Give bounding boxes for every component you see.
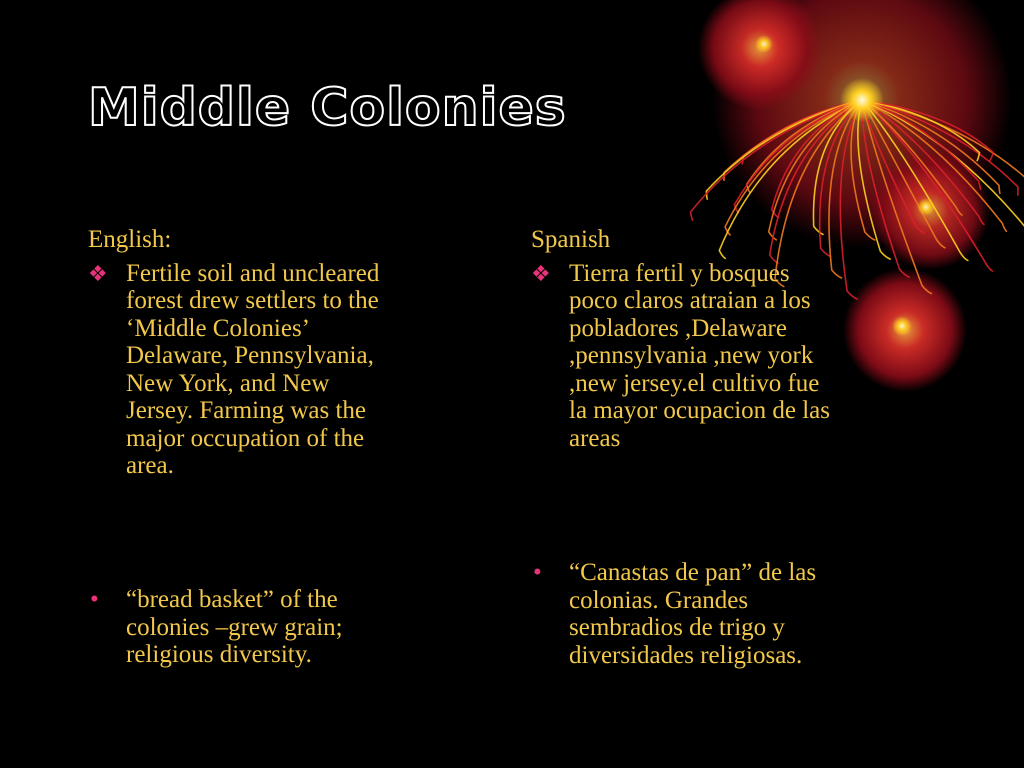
english-item-1-line: Delaware, Pennsylvania, [126,342,374,369]
spanish-item-1-line: ,new jersey.el cultivo fue [569,369,820,397]
firework-strand [862,100,1018,195]
spanish-item-2-line: colonias. Grandes [569,586,749,614]
english-item-1-line: forest drew settlers to the [126,287,379,314]
spanish-column [531,226,951,669]
firework-strand [862,100,981,189]
firework-glow [712,0,1012,248]
firework-strand [813,100,862,234]
english-item-2-line: religious diversity. [126,641,312,668]
firework-strand [862,100,924,233]
diamond-bullet-icon: ❖ [531,260,551,286]
spanish-item-2-line: “Canastas de pan” de las [569,559,817,586]
firework-strand [862,100,979,161]
dot-bullet-icon: • [533,559,542,586]
firework-glow [840,78,884,122]
firework-strand [862,100,1024,236]
english-item-1 [88,260,508,480]
spanish-item-1-line: pobladores ,Delaware [569,314,787,342]
english-heading: English: [88,226,172,253]
firework-glow [698,0,822,110]
english-column [88,226,508,668]
firework-strand [691,100,862,220]
firework-glow [917,198,935,216]
slide-title: Middle Colonies [88,78,567,138]
english-item-1-line: ‘Middle Colonies’ [126,314,311,342]
english-item-2 [88,586,343,669]
spanish-heading: Spanish [531,226,611,253]
spanish-item-1-line: la mayor ocupacion de las [569,397,831,424]
firework-strand [862,100,1000,193]
firework-strand [724,100,862,180]
firework-strand [706,100,862,199]
diamond-bullet-icon: ❖ [88,260,108,286]
spanish-item-2 [531,559,816,669]
english-item-1-line: Fertile soil and uncleared [126,259,380,287]
firework-strand [742,100,862,164]
firework-strand [862,100,984,224]
english-item-2-line: “bread basket” of the [126,586,338,613]
firework-strand [769,100,862,240]
firework-strand [725,100,862,235]
firework-strand [862,100,1024,195]
spanish-item-1 [531,260,951,453]
firework-strand [747,100,862,192]
english-item-1-line: New York, and New [126,369,330,397]
spanish-item-1-line: areas [569,424,621,452]
firework-strand [851,100,875,240]
spanish-item-2-line: sembradios de trigo y [569,614,785,641]
firework-strand [862,100,1006,231]
firework-strand [862,100,962,215]
english-item-1-line: area. [126,452,174,479]
english-item-1-line: major occupation of the [126,424,365,452]
spanish-item-1-line: poco claros atraian a los [569,287,811,314]
spanish-item-1-line: Tierra fertil y bosques [569,259,790,287]
firework-glow [755,35,773,53]
dot-bullet-icon: • [90,586,99,613]
spanish-item-2-line: diversidades religiosas. [569,641,803,669]
firework-strand [734,100,862,213]
firework-strand [772,100,862,217]
spanish-item-1-line: ,pennsylvania ,new york [569,342,814,369]
english-item-2-line: colonies –grew grain; [126,613,343,641]
english-item-1-line: Jersey. Farming was the [126,397,366,424]
firework-strand [862,100,993,160]
